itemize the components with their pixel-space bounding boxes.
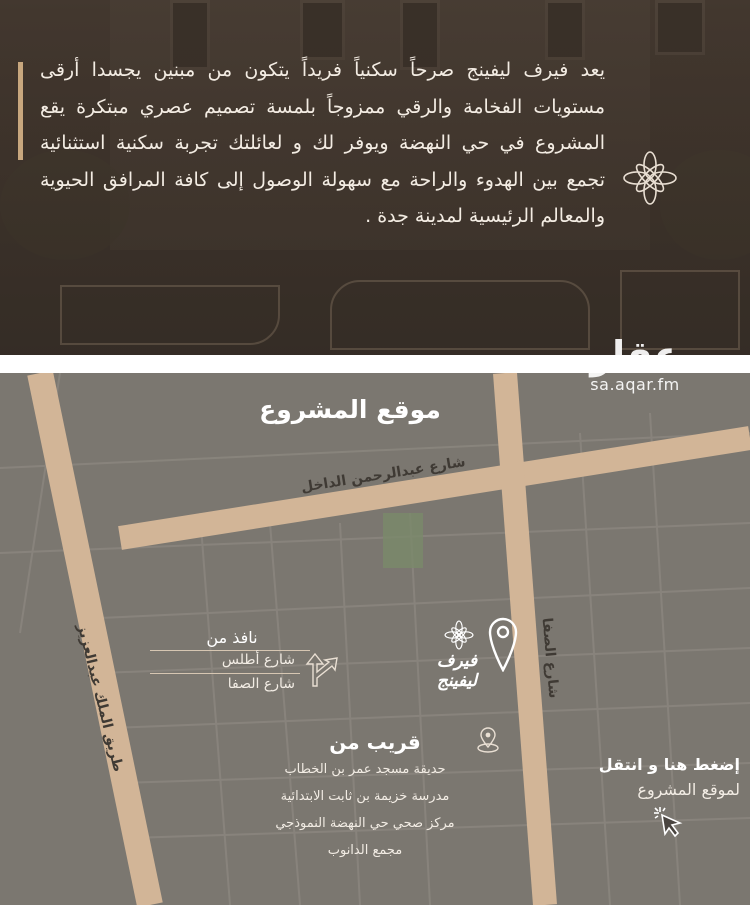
- nearby-title: قريب من: [329, 730, 421, 754]
- map-title: موقع المشروع: [259, 395, 441, 424]
- nearby-item: مركز صحي حي النهضة النموذجي: [275, 816, 455, 831]
- nearby-item: مجمع الدانوب: [327, 843, 403, 858]
- watermark-logo: عقار: [590, 333, 680, 377]
- road-fork-arrow-icon: [303, 648, 343, 688]
- gates-underline: [150, 673, 300, 675]
- street-label-left: طريق الملك عبدالعزيز: [73, 622, 127, 774]
- intro-panel: [0, 0, 750, 355]
- gates-title: نافذ من: [206, 628, 258, 647]
- street-label-right: شارع الصفا: [538, 617, 562, 699]
- street-label-top: شارع عبدالرحمن الداخل: [300, 454, 467, 496]
- project-name: فيرف ليفينج: [436, 651, 478, 691]
- click-cursor-icon[interactable]: [652, 805, 686, 839]
- nearby-item: حديقة مسجد عمر بن الخطاب: [284, 762, 446, 777]
- decor-pattern: [60, 285, 280, 345]
- intro-paragraph: يعد فيرف ليفينج صرحاً سكنياً فريداً يتكون من مبنين يجسدا أرقى مستويات الفخامة والرقي ممزوجاً بلمسة تصميم عصري مبتكرة يقع المشروع في حي النهضة ويوفر لك و لعائلتك تجربة سكنية استثنائية تجمع بين الهدوء والراحة مع سهولة الوصول إلى كافة المرافق الحيوية والمعالم الرئيسية لمدينة جدة .: [40, 59, 605, 227]
- lotus-logo-icon: [622, 150, 678, 206]
- gold-accent-bar: [18, 62, 23, 160]
- decor-pattern: [330, 280, 590, 350]
- gate-street-1: شارع أطلس: [221, 652, 295, 668]
- gate-street-2: شارع الصفا: [227, 676, 295, 692]
- cta-line-2[interactable]: لموقع المشروع: [637, 780, 740, 799]
- aqar-watermark: [570, 335, 700, 394]
- watermark-url: sa.aqar.fm: [590, 375, 680, 394]
- go-to-location-link[interactable]: [590, 755, 740, 799]
- lotus-logo-icon: [444, 620, 474, 650]
- nearby-item: مدرسة خزيمة بن ثابت الابتدائية: [280, 789, 450, 804]
- cta-line-1[interactable]: إضغط هنا و انتقل: [598, 755, 740, 774]
- landmark-pin-icon: [476, 727, 500, 753]
